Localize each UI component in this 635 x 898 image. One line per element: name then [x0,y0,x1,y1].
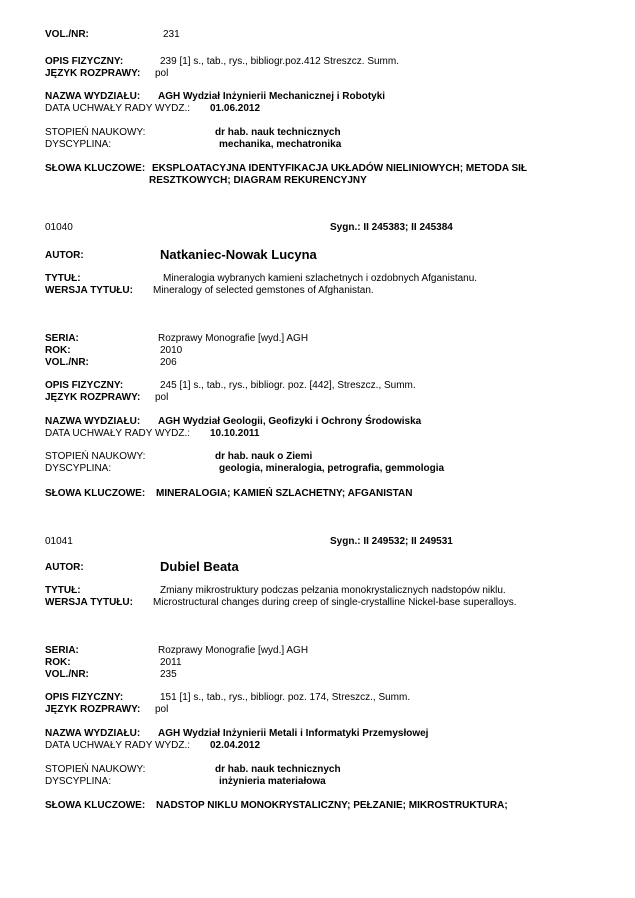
stopien-label: STOPIEŃ NAUKOWY: [45,451,146,462]
dyscyplina-label: DYSCYPLINA: [45,139,112,150]
opis-label: OPIS FIZYCZNY: [45,56,124,67]
stopien-value: dr hab. nauk o Ziemi [215,451,313,462]
autor-value: Dubiel Beata [160,559,239,574]
wydzial-label: NAZWA WYDZIAŁU: [45,416,141,427]
wydzial-value: AGH Wydział Inżynierii Metali i Informatyki Przemysłowej [158,728,429,739]
jezyk-value: pol [155,392,169,403]
data-uchwaly-label: DATA UCHWAŁY RADY WYDZ.: [45,428,191,439]
sygnatura: Sygn.: II 249532; II 249531 [330,536,453,547]
wersja-label: WERSJA TYTUŁU: [45,285,133,296]
autor-value: Natkaniec-Nowak Lucyna [160,247,317,262]
wersja-label: WERSJA TYTUŁU: [45,597,133,608]
slowa-label: SŁOWA KLUCZOWE: [45,800,146,811]
dyscyplina-label: DYSCYPLINA: [45,776,112,787]
tytul-label: TYTUŁ: [45,585,81,596]
data-uchwaly-label: DATA UCHWAŁY RADY WYDZ.: [45,103,191,114]
vol-value: 206 [160,357,177,368]
dyscyplina-value: inżynieria materiałowa [219,776,326,787]
opis-label: OPIS FIZYCZNY: [45,692,124,703]
tytul-value: Mineralogia wybranych kamieni szlachetnych i ozdobnych Afganistanu. [163,273,478,284]
vol-value: 231 [163,29,180,40]
slowa-value: MINERALOGIA; KAMIEŃ SZLACHETNY; AFGANISTAN [156,488,413,499]
slowa-label: SŁOWA KLUCZOWE: [45,488,146,499]
opis-value: 245 [1] s., tab., rys., bibliogr. poz. [442], Streszcz., Summ. [160,380,416,391]
wersja-value: Mineralogy of selected gemstones of Afghanistan. [153,285,374,296]
jezyk-value: pol [155,704,169,715]
sygnatura: Sygn.: II 245383; II 245384 [330,222,453,233]
stopien-label: STOPIEŃ NAUKOWY: [45,764,146,775]
vol-value: 235 [160,669,177,680]
seria-value: Rozprawy Monografie [wyd.] AGH [158,645,309,656]
opis-label: OPIS FIZYCZNY: [45,380,124,391]
dyscyplina-label: DYSCYPLINA: [45,463,112,474]
stopien-value: dr hab. nauk technicznych [215,127,341,138]
rok-value: 2011 [160,657,182,668]
seria-label: SERIA: [45,333,79,344]
wydzial-label: NAZWA WYDZIAŁU: [45,728,141,739]
wydzial-value: AGH Wydział Geologii, Geofizyki i Ochrony Środowiska [158,416,422,427]
stopien-label: STOPIEŃ NAUKOWY: [45,127,146,138]
rok-value: 2010 [160,345,183,356]
data-uchwaly-label: DATA UCHWAŁY RADY WYDZ.: [45,740,191,751]
vol-label: VOL./NR: [45,29,89,40]
slowa-label: SŁOWA KLUCZOWE: [45,163,146,174]
record-id: 01041 [45,536,73,547]
dyscyplina-value: geologia, mineralogia, petrografia, gemmologia [219,463,445,474]
data-uchwaly-value: 01.06.2012 [210,103,261,114]
tytul-value: Zmiany mikrostruktury podczas pełzania monokrystalicznych nadstopów niklu. [160,585,506,596]
wydzial-label: NAZWA WYDZIAŁU: [45,91,141,102]
slowa-value-line1: EKSPLOATACYJNA IDENTYFIKACJA UKŁADÓW NIELINIOWYCH; METODA SIŁ [152,163,527,174]
seria-label: SERIA: [45,645,79,656]
slowa-value-line2: RESZTKOWYCH; DIAGRAM REKURENCYJNY [149,175,367,186]
data-uchwaly-value: 02.04.2012 [210,740,261,751]
tytul-label: TYTUŁ: [45,273,81,284]
vol-label: VOL./NR: [45,357,89,368]
jezyk-label: JĘZYK ROZPRAWY: [45,68,141,79]
autor-label: AUTOR: [45,250,84,261]
data-uchwaly-value: 10.10.2011 [210,428,260,439]
wersja-value: Microstructural changes during creep of single-crystalline Nickel-base superalloys. [153,597,517,608]
jezyk-label: JĘZYK ROZPRAWY: [45,704,141,715]
dyscyplina-value: mechanika, mechatronika [219,139,342,150]
rok-label: ROK: [45,657,71,668]
opis-value: 239 [1] s., tab., rys., bibliogr.poz.412 Streszcz. Summ. [160,56,399,67]
slowa-value: NADSTOP NIKLU MONOKRYSTALICZNY; PEŁZANIE; MIKROSTRUKTURA; [156,800,508,811]
record-id: 01040 [45,222,73,233]
wydzial-value: AGH Wydział Inżynierii Mechanicznej i Robotyki [158,91,386,102]
opis-value: 151 [1] s., tab., rys., bibliogr. poz. 174, Streszcz., Summ. [160,692,411,703]
jezyk-value: pol [155,68,169,79]
stopien-value: dr hab. nauk technicznych [215,764,341,775]
rok-label: ROK: [45,345,71,356]
seria-value: Rozprawy Monografie [wyd.] AGH [158,333,309,344]
vol-label: VOL./NR: [45,669,89,680]
jezyk-label: JĘZYK ROZPRAWY: [45,392,141,403]
autor-label: AUTOR: [45,562,84,573]
